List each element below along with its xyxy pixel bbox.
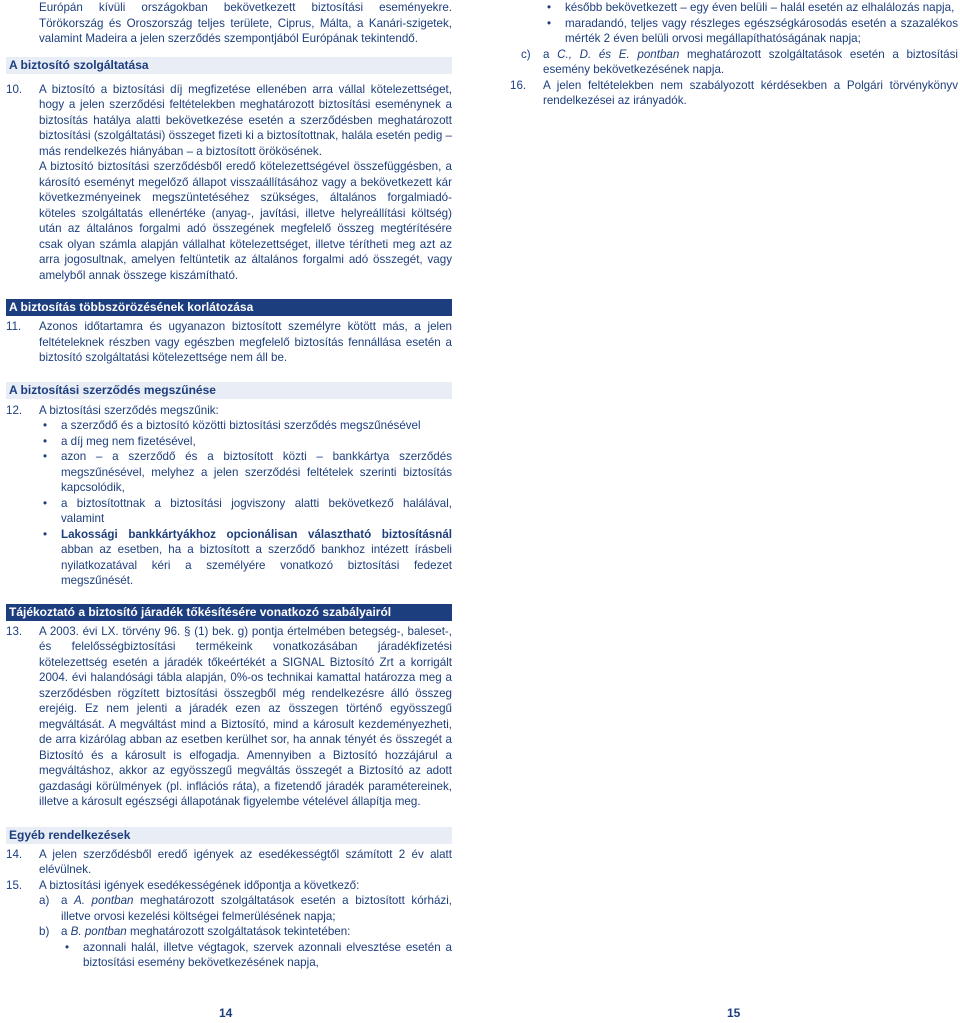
paragraph-text: Azonos időtartamra és ugyanazon biztosított személyre kötött más, a jelen feltételeknek részben vagy egészben megfelelő biztosítás fennállása esetén a biztosító szolgáltatási kötelezettsége nem áll be. xyxy=(39,320,452,364)
list-item: • maradandó, teljes vagy részleges egészségkárosodás esetén a szazalékos mérték 2 éven belüli orvosi megállapíthatóságának napja; xyxy=(547,16,958,45)
sub-item-c: c) a C., D. és E. pontban meghatározott szolgáltatások esetén a biztosítási esemény bekövetkezésének napja. xyxy=(521,47,959,76)
paragraph-text: A 2003. évi LX. törvény 96. § (1) bek. g) pontja értelmében betegség-, baleset-, és felelősségbiztosítási termékeink vonatkozásában járadékfizetési kötelezettség esetén a járadék tőkeértékét a SIGNAL Biztosító Zrt a korrigált 2004. évi halandósági tábla alapján, 0%-os technikai kamattal határozza meg a szerződésben rögzített biztosítási összegből még rendelkezésre álló összeg erejéig. Ez nem jelenti a járadék ezen az összegen történő egyösszegű megváltását. A megváltást mind a Biztosító, mind a károsult kezdeményezheti, de arra kizárólag abban az esetben kerülhet sor, ha annak tényét és összegét a Biztosító és a károsult is elfogadja. Amennyiben a Biztosító hozzájárul a megváltáshoz, akkor az egyösszegű megváltás összegét a Biztosító az adott gazdasági körülmények (pl. inflációs ráta), a fizetendő járadék paramétereinek, illetve a károsult egészségi állapotának figyelembe vételével állapítja meg. xyxy=(39,624,452,808)
list-item: • a díj meg nem fizetésével, xyxy=(43,434,196,448)
paragraph-10 xyxy=(6,82,452,284)
paragraph-number: 15. xyxy=(6,878,23,892)
bullet-icon: • xyxy=(65,940,70,954)
paragraph-13 xyxy=(6,624,452,810)
left-column xyxy=(6,0,452,971)
section-heading-service: A biztosító szolgáltatása xyxy=(6,57,452,74)
paragraph-14 xyxy=(6,847,452,878)
paragraph-text: A biztosító a biztosítási díj megfizetése ellenében arra vállal kötelezettséget, hogy a jelen szerződési feltételekben meghatározott biztosítási eseménynek a biztosítás hatálya alatti bekövetkezése esetén a szerződésben meghatározott biztosítási (szolgáltatási) összeget fizeti ki a biztosítottnak, halála esetén pedig – más rendelkezés hiányában – a biztosított örökösének. xyxy=(39,82,452,158)
paragraph-11 xyxy=(6,319,452,366)
sub-item-b: b) a B. pontban meghatározott szolgáltatások tekintetében: xyxy=(39,925,351,938)
page-number-right: 15 xyxy=(727,1006,741,1020)
list-item: • azonnali halál, illetve végtagok, szervek azonnali elvesztése esetén a biztosítási esemény bekövetkezésének napja, xyxy=(65,940,452,969)
section-heading-termination: A biztosítási szerződés megszűnése xyxy=(6,382,452,399)
section-heading-annuity: Tájékoztató a biztosító járadék tőkésítésére vonatkozó szabályairól xyxy=(6,604,452,621)
page-number-left: 14 xyxy=(219,1006,233,1020)
paragraph-15 xyxy=(6,878,452,894)
paragraph-number: 16. xyxy=(510,78,527,92)
bullet-icon: • xyxy=(547,16,552,30)
paragraph-text: A biztosító biztosítási szerződésből eredő kötelezettségével összefüggésben, a károsító eseményt megelőző állapot visszaállításához vagy a bekövetkezett kár következményeinek megszüntetéséhez szükséges, általános forgalmiadó-köteles szolgáltatás ellenértéke (anyag-, javítási, illetve helyreállítási költség) után az általános forgalmi adó összegének megfelelő összeg megtérítésére csak olyan számla alapján vállalhat kötelezettséget, illetve térítheti meg azt az arra jogosultnak, amelyen feltüntetik az általános forgalmi adó összegét, vagy amelyből annak összege kiszámítható. xyxy=(39,160,452,282)
bullet-icon: • xyxy=(43,496,48,510)
paragraph-number: 13. xyxy=(6,624,23,638)
bullet-icon: • xyxy=(43,434,48,448)
bullet-icon: • xyxy=(547,1,552,14)
right-column xyxy=(510,0,958,109)
list-item: • Lakossági bankkártyákhoz opcionálisan választható biztosításnál abban az esetben, ha a biztosított a szerződő bankhoz intézett írásbeli nyilatkozatával kéri a személyére vonatkozó biztosítási fedezet megszűnését. xyxy=(43,527,452,587)
list-item: • a biztosítottnak a biztosítási jogviszony alatti bekövetkező halálával, valamint xyxy=(43,496,452,525)
paragraph-16 xyxy=(510,78,958,109)
list-item: • azon – a szerződő és a biztosított közti – bankkártya szerződés megszűnésével, melyhez a jelen szerződési feltételek szerinti biztosítás kapcsolódik, xyxy=(43,450,452,494)
list-item: • a szerződő és a biztosító közötti biztosítási szerződés megszűnésével xyxy=(43,419,421,432)
paragraph-text: A jelen szerződésből eredő igények az esedékességtől számított 2 év alatt elévülnek. xyxy=(39,847,452,876)
paragraph-number: 10. xyxy=(6,82,23,96)
intro-text: Európán kívüli országokban bekövetkezett biztosítási eseményekre. Törökország és Oroszország teljes területe, Ciprus, Málta, a Kanári-szigetek, valamint Madeira a jelen szerződés szempontjából Európának tekintendő. xyxy=(39,1,452,45)
sub-item-a: a) a A. pontban meghatározott szolgáltatások esetén a biztosított kórházi, illetve orvosi kezelési költségei felmerülésének napja; xyxy=(39,894,452,923)
paragraph-text: A jelen feltételekben nem szabályozott kérdésekben a Polgári törvénykönyv rendelkezései az irányadók. xyxy=(543,78,958,107)
sub-item-letter: a) xyxy=(39,894,50,907)
paragraph-text: A biztosítási igények esedékességének időpontja a következő: xyxy=(39,878,360,892)
bullet-icon: • xyxy=(43,419,48,432)
sub-item-letter: b) xyxy=(39,925,50,938)
bullet-icon: • xyxy=(43,450,48,463)
section-heading-multiple-insurance: A biztosítás többszörözésének korlátozása xyxy=(6,299,452,316)
paragraph-number: 14. xyxy=(6,847,23,861)
paragraph-number: 11. xyxy=(6,320,22,333)
section-heading-other: Egyéb rendelkezések xyxy=(6,827,452,844)
paragraph-text: A biztosítási szerződés megszűnik: xyxy=(39,403,219,417)
bullet-icon: • xyxy=(43,527,48,541)
paragraph-12 xyxy=(6,403,452,419)
paragraph-number: 12. xyxy=(6,403,23,417)
list-item: • később bekövetkezett – egy éven belüli – halál esetén az elhalálozás napja, xyxy=(547,1,955,14)
sub-item-letter: c) xyxy=(521,47,531,61)
